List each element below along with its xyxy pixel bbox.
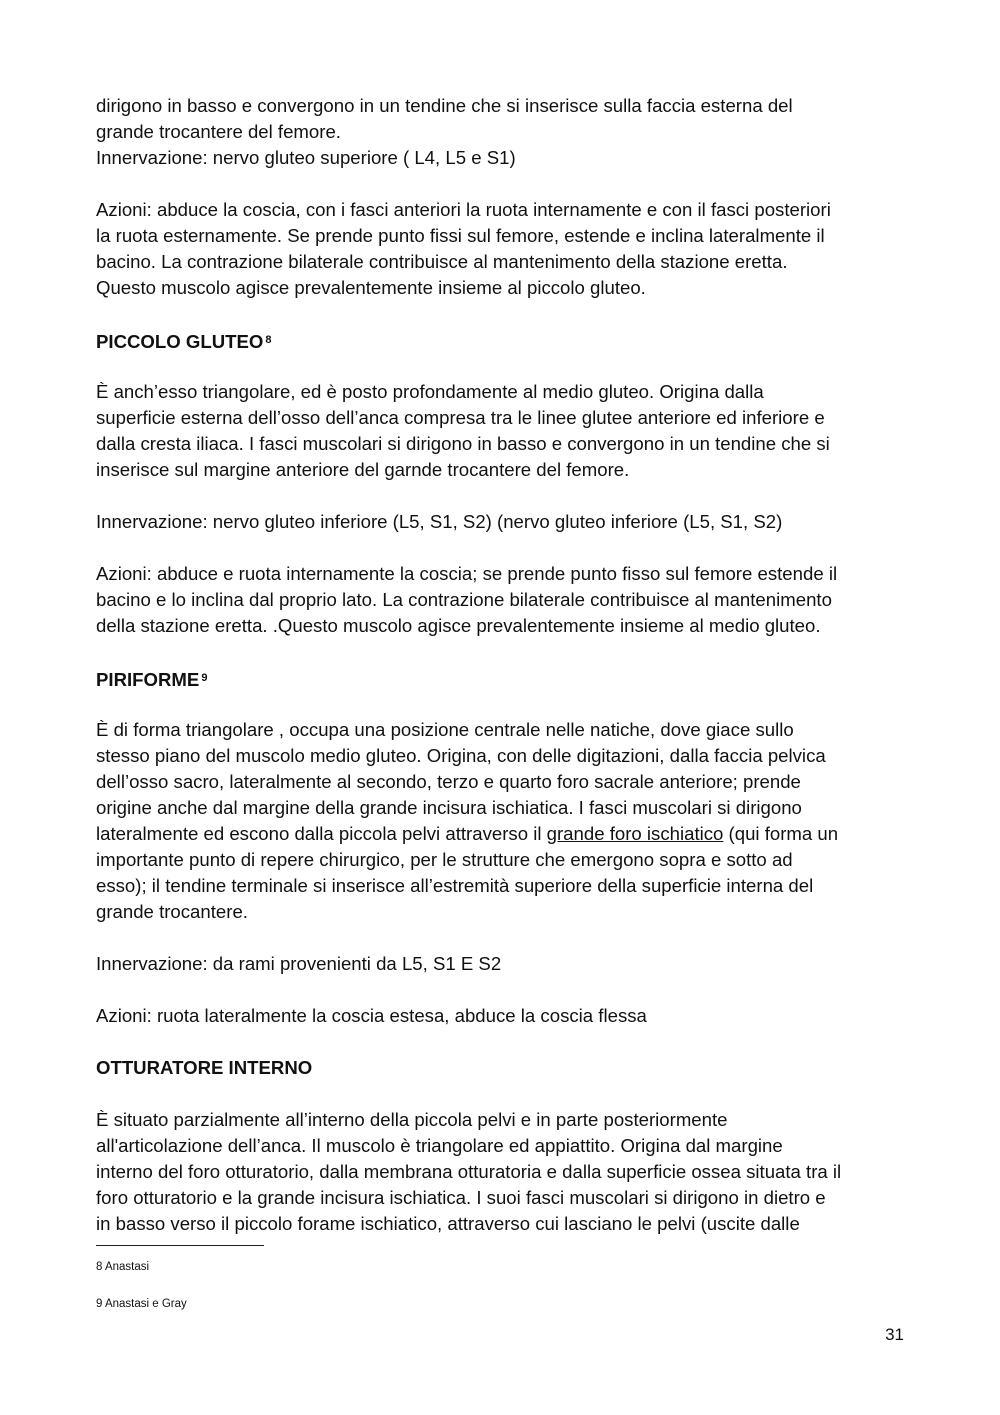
paragraph-line: inserisce sul margine anteriore del garnde trocantere del femore.: [96, 459, 630, 480]
paragraph-line: [96, 821, 914, 847]
paragraph-line: esso); il tendine terminale si inserisce all’estremità superiore della superficie interna del: [96, 875, 814, 896]
paragraph-line: Azioni: abduce e ruota internamente la coscia; se prende punto fisso sul femore estende il: [96, 563, 838, 584]
paragraph-line: Innervazione: da rami provenienti da L5, S1 E S2: [96, 953, 502, 974]
paragraph-line: grande trocantere.: [96, 901, 248, 922]
footnote-9: 9 Anastasi e Gray: [96, 1298, 187, 1310]
paragraph-line: importante punto di repere chirurgico, per le strutture che emergono sopra e sotto ad: [96, 849, 793, 870]
paragraph-line: È situato parzialmente all’interno della piccola pelvi e in parte posteriormente: [96, 1109, 728, 1130]
paragraph-line: grande trocantere del femore.: [96, 121, 341, 142]
section-heading-otturatore-interno: [96, 1055, 914, 1081]
paragraph-line: in basso verso il piccolo forame ischiatico, attraverso cui lasciano le pelvi (uscite dalle: [96, 1213, 800, 1234]
footnote-reference: 8: [265, 334, 272, 346]
paragraph-line: la ruota esternamente. Se prende punto fissi sul femore, estende e inclina lateralmente il: [96, 225, 825, 246]
section-heading-piriforme: [96, 665, 914, 691]
paragraph-line: all'articolazione dell’anca. Il muscolo è triangolare ed appiattito. Origina dal margine: [96, 1135, 783, 1156]
paragraph-line: Innervazione: nervo gluteo superiore ( L4, L5 e S1): [96, 147, 516, 168]
paragraph-line: bacino e lo inclina dal proprio lato. La contrazione bilaterale contribuisce al mantenimento: [96, 589, 832, 610]
paragraph-line: È anch’esso triangolare, ed è posto profondamente al medio gluteo. Origina dalla: [96, 381, 764, 402]
paragraph-line: stesso piano del muscolo medio gluteo. Origina, con delle digitazioni, dalla faccia pelvica: [96, 745, 826, 766]
paragraph-line: dalla cresta iliaca. I fasci muscolari si dirigono in basso e convergono in un tendine che si: [96, 433, 830, 454]
paragraph-line: Azioni: ruota lateralmente la coscia estesa, abduce la coscia flessa: [96, 1005, 647, 1026]
paragraph-line: Questo muscolo agisce prevalentemente insieme al piccolo gluteo.: [96, 277, 646, 298]
page-number: 31: [885, 1325, 904, 1344]
section-heading-piccolo-gluteo: [96, 327, 914, 353]
heading-text: OTTURATORE INTERNO: [96, 1057, 313, 1078]
paragraph-line: foro otturatorio e la grande incisura ischiatica. I suoi fasci muscolari si dirigono in dietro e: [96, 1187, 826, 1208]
footnote-8: 8 Anastasi: [96, 1261, 150, 1273]
paragraph-line: Innervazione: nervo gluteo inferiore (L5, S1, S2) (nervo gluteo inferiore (L5, S1, S2): [96, 511, 783, 532]
grande-foro-ischiatico-link[interactable]: grande foro ischiatico: [546, 823, 724, 844]
footnote-separator: [96, 1245, 264, 1246]
paragraph-line: della stazione eretta. .Questo muscolo agisce prevalentemente insieme al medio gluteo.: [96, 615, 821, 636]
paragraph-line: È di forma triangolare , occupa una posizione centrale nelle natiche, dove giace sullo: [96, 719, 794, 740]
paragraph-line: dirigono in basso e convergono in un tendine che si inserisce sulla faccia esterna del: [96, 95, 793, 116]
text-span: lateralmente ed escono dalla piccola pelvi attraverso il: [96, 823, 547, 844]
paragraph-line: bacino. La contrazione bilaterale contribuisce al mantenimento della stazione eretta.: [96, 251, 788, 272]
text-span: (qui forma un: [723, 823, 839, 844]
paragraph-line: dell’osso sacro, lateralmente al secondo, terzo e quarto foro sacrale anteriore; prende: [96, 771, 801, 792]
document-body: [96, 93, 914, 1237]
footnote-reference: 9: [201, 672, 208, 684]
paragraph-line: interno del foro otturatorio, dalla membrana otturatoria e dalla superficie ossea situata tra il: [96, 1161, 842, 1182]
heading-text: PICCOLO GLUTEO: [96, 331, 264, 352]
paragraph-line: origine anche dal margine della grande incisura ischiatica. I fasci muscolari si dirigono: [96, 797, 802, 818]
paragraph-line: superficie esterna dell’osso dell’anca compresa tra le linee glutee anteriore ed inferiore e: [96, 407, 825, 428]
paragraph-line: Azioni: abduce la coscia, con i fasci anteriori la ruota internamente e con il fasci posteriori: [96, 199, 831, 220]
heading-text: PIRIFORME: [96, 669, 200, 690]
